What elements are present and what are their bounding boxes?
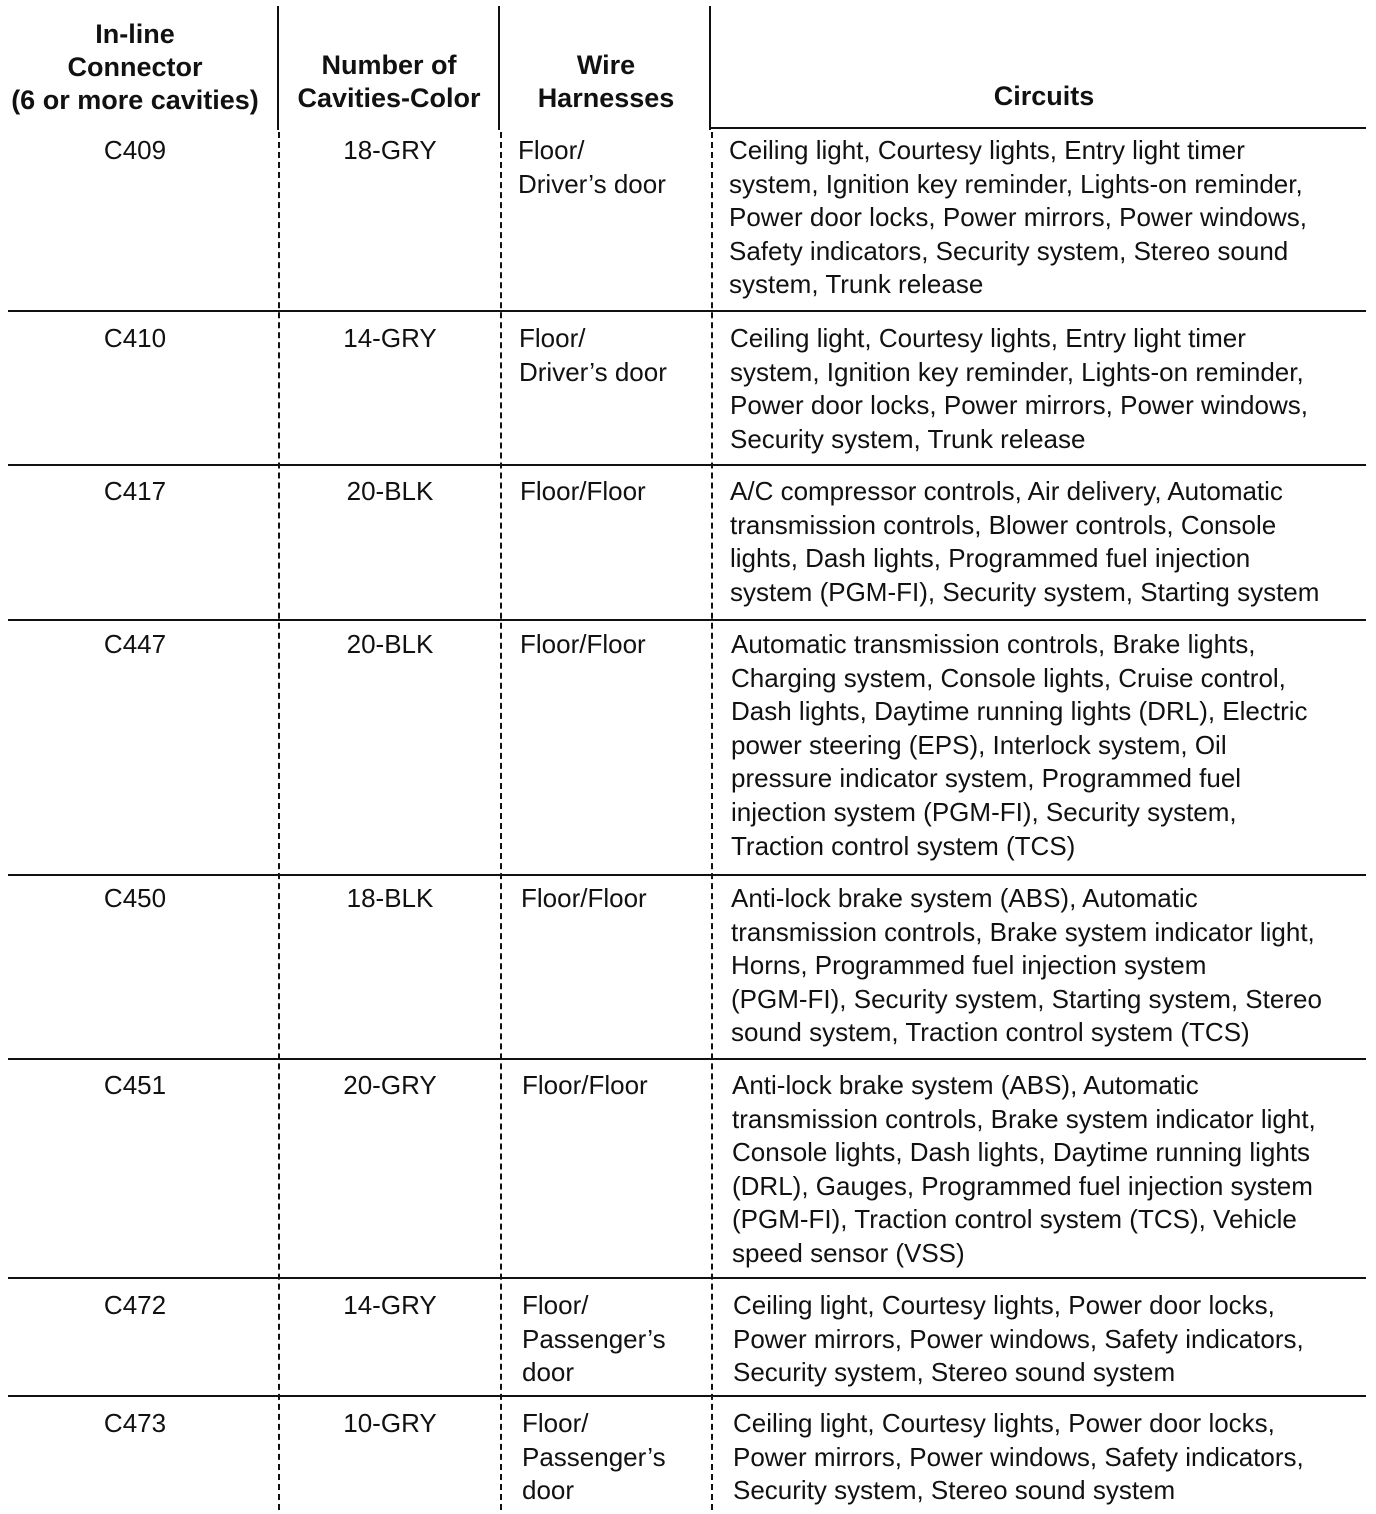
header-circuits: Circuits [993, 81, 1095, 111]
harness-cell: Floor/Floor [520, 629, 646, 659]
connector-cell: C409 [103, 135, 167, 165]
header-divider [277, 6, 279, 130]
connector-cell: C450 [103, 883, 167, 913]
cavities-cell: 14-GRY [343, 1290, 437, 1320]
circuits-cell: Automatic transmission controls, Brake lights, Charging system, Console lights, Cruise control, Dash lights, Daytime running lights (DRL), Electric power steering (EPS), Interlock system, Oil pressure indicator system, Programmed fuel injection system (PGM-FI), Security system, Traction control system (TCS) [731, 629, 1308, 861]
harness-cell: Floor/Floor [522, 1070, 648, 1100]
connector-cell: C472 [103, 1290, 167, 1320]
header-connector: In-line Connector (6 or more cavities) [11, 19, 259, 115]
row-rule [8, 1395, 1366, 1397]
harness-cell: Floor/ Passenger’s door [522, 1290, 666, 1388]
harness-cell: Floor/ Passenger’s door [522, 1408, 666, 1506]
column-divider [500, 132, 502, 1510]
header-wire-harnesses: Wire Harnesses [537, 50, 675, 113]
row-rule [8, 874, 1366, 876]
header-divider [709, 6, 711, 130]
row-rule [8, 1058, 1366, 1060]
column-divider [711, 132, 713, 1510]
cavities-cell: 18-GRY [343, 135, 437, 165]
harness-cell: Floor/ Driver’s door [519, 323, 667, 387]
connector-cell: C410 [103, 323, 167, 353]
connector-cell: C473 [103, 1408, 167, 1438]
cavities-cell: 20-GRY [343, 1070, 437, 1100]
header-cavities-color: Number of Cavities-Color [297, 50, 481, 113]
harness-cell: Floor/Floor [521, 883, 647, 913]
header-divider [498, 6, 500, 130]
circuits-cell: Ceiling light, Courtesy lights, Power door locks, Power mirrors, Power windows, Safety indicators, Security system, Stereo sound system [733, 1408, 1304, 1506]
row-rule [8, 1277, 1366, 1279]
connector-cell: C417 [103, 476, 167, 506]
row-rule [8, 310, 1366, 312]
cavities-cell: 20-BLK [346, 476, 434, 506]
circuits-cell: Anti-lock brake system (ABS), Automatic transmission controls, Brake system indicator light, Console lights, Dash lights, Daytime running lights (DRL), Gauges, Programmed fuel injection system (PGM-FI), Traction control system (TCS), Vehicle speed sensor (VSS) [732, 1070, 1316, 1268]
header-rule [709, 127, 1366, 129]
circuits-cell: Ceiling light, Courtesy lights, Power door locks, Power mirrors, Power windows, Safety indicators, Security system, Stereo sound system [733, 1290, 1304, 1388]
cavities-cell: 20-BLK [346, 629, 434, 659]
column-divider [278, 132, 280, 1510]
circuits-cell: A/C compressor controls, Air delivery, Automatic transmission controls, Blower controls, Console lights, Dash lights, Programmed fuel injection system (PGM-FI), Security system, Starting system [730, 476, 1320, 607]
cavities-cell: 18-BLK [346, 883, 434, 913]
harness-cell: Floor/Floor [520, 476, 646, 506]
cavities-cell: 10-GRY [343, 1408, 437, 1438]
row-rule [8, 464, 1366, 466]
row-rule [8, 619, 1366, 621]
connector-cell: C451 [103, 1070, 167, 1100]
circuits-cell: Ceiling light, Courtesy lights, Entry light timer system, Ignition key reminder, Lights-on reminder, Power door locks, Power mirrors, Power windows, Safety indicators, Security system, Stereo sound system, Trunk release [729, 135, 1307, 300]
harness-cell: Floor/ Driver’s door [518, 135, 666, 199]
connector-cell: C447 [103, 629, 167, 659]
circuits-cell: Ceiling light, Courtesy lights, Entry light timer system, Ignition key reminder, Lights-on reminder, Power door locks, Power mirrors, Power windows, Security system, Trunk release [730, 323, 1308, 454]
cavities-cell: 14-GRY [343, 323, 437, 353]
circuits-cell: Anti-lock brake system (ABS), Automatic transmission controls, Brake system indicator light, Horns, Programmed fuel injection system (PGM-FI), Security system, Starting system, Stereo sound system, Traction control system (TCS) [731, 883, 1322, 1048]
